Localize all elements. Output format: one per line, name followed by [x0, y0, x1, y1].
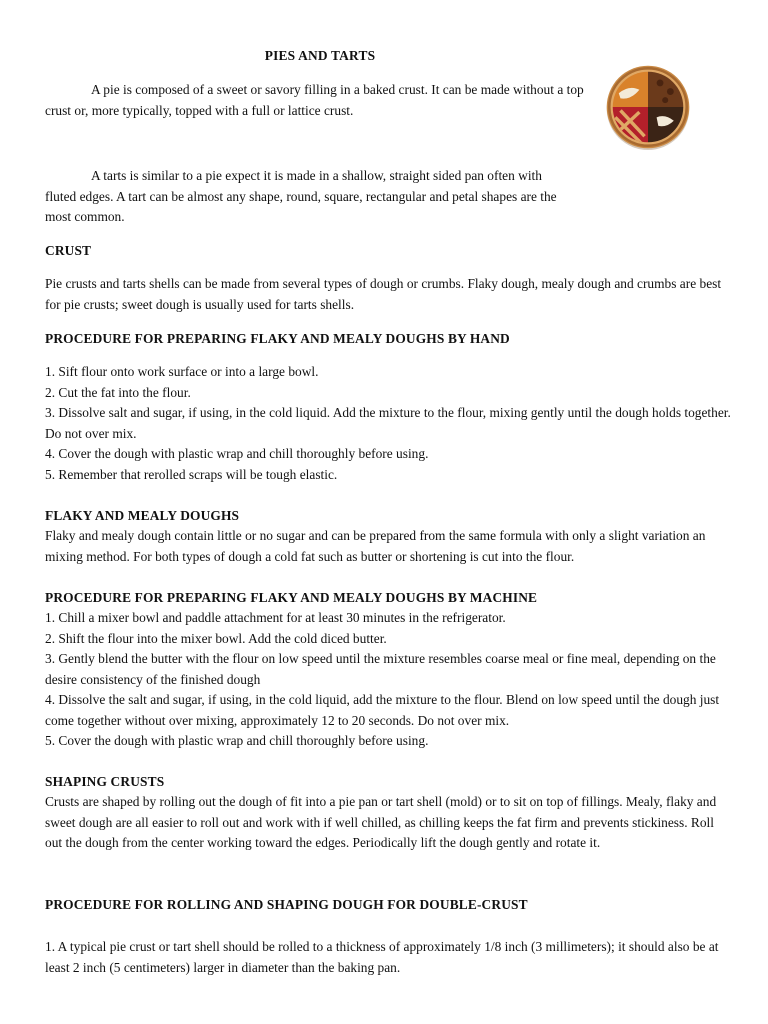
by-hand-steps	[45, 362, 735, 485]
list-item: 1. Chill a mixer bowl and paddle attachment for at least 30 minutes in the refrigerator.	[45, 610, 506, 625]
list-item: 3. Gently blend the butter with the flour on low speed until the mixture resembles coarse meal or fine meal, depending on the desire consistency of the finished dough	[45, 651, 716, 687]
list-item: 1. A typical pie crust or tart shell should be rolled to a thickness of approximately 1/8 inch (3 millimeters); it should also be at least 2 inch (5 centimeters) larger in diameter than the baking pan.	[45, 939, 719, 975]
list-item: 2. Shift the flour into the mixer bowl. Add the cold diced butter.	[45, 630, 387, 646]
list-item: 5. Cover the dough with plastic wrap and chill thoroughly before using.	[45, 733, 429, 748]
pie-slices-icon	[605, 64, 691, 150]
intro-paragraph-pie: A pie is composed of a sweet or savory filling in a baked crust. It can be made without a top crust or, more typically, topped with a full or lattice crust.	[45, 82, 584, 118]
shaping-crusts-paragraph: Crusts are shaped by rolling out the dough of fit into a pie pan or tart shell (mold) or to sit on top of fillings. Mealy, flaky and sweet dough are all easier to roll out and work with if well chilled, as chilling keeps the fat firm and prevents stickiness. Roll out the dough from the center working toward the edges. Periodically lift the dough gently and rotate it.	[45, 794, 717, 850]
by-machine-steps	[45, 608, 735, 752]
intro-paragraph-tart: A tarts is similar to a pie expect it is made in a shallow, straight sided pan often with fluted edges. A tart can be almost any shape, round, square, rectangular and petal shapes are the most common.	[45, 168, 557, 224]
document-title: PIES AND TARTS	[264, 48, 376, 63]
double-crust-heading: PROCEDURE FOR ROLLING AND SHAPING DOUGH FOR DOUBLE-CRUST	[45, 897, 528, 912]
flaky-mealy-heading: FLAKY AND MEALY DOUGHS	[45, 508, 240, 523]
list-item: 2. Cut the fat into the flour.	[45, 384, 191, 400]
crust-heading: CRUST	[45, 243, 92, 258]
double-crust-steps	[45, 937, 735, 978]
list-item: 3. Dissolve salt and sugar, if using, in the cold liquid. Add the mixture to the flour, mixing gently until the dough holds together. Do not over mix.	[45, 405, 731, 441]
by-machine-heading: PROCEDURE FOR PREPARING FLAKY AND MEALY DOUGHS BY MACHINE	[45, 590, 538, 605]
list-item: 4. Dissolve the salt and sugar, if using, in the cold liquid, add the mixture to the flour. Blend on low speed until the dough just come together without over mixing, approximately 12 to 20 seconds. Do not over mix.	[45, 692, 720, 728]
shaping-crusts-heading: SHAPING CRUSTS	[45, 774, 165, 789]
list-item: 4. Cover the dough with plastic wrap and chill thoroughly before using.	[45, 446, 429, 461]
flaky-mealy-paragraph: Flaky and mealy dough contain little or no sugar and can be prepared from the same formula with only a slight variation an mixing method. For both types of dough a cold fat such as butter or shortening is cut into the flour.	[45, 528, 706, 564]
crust-paragraph: Pie crusts and tarts shells can be made from several types of dough or crumbs. Flaky dough, mealy dough and crumbs are best for pie crusts; sweet dough is usually used for tarts shells.	[45, 276, 722, 312]
by-hand-heading: PROCEDURE FOR PREPARING FLAKY AND MEALY DOUGHS BY HAND	[45, 331, 510, 346]
list-item: 1. Sift flour onto work surface or into a large bowl.	[45, 364, 319, 379]
list-item: 5. Remember that rerolled scraps will be tough elastic.	[45, 466, 338, 482]
